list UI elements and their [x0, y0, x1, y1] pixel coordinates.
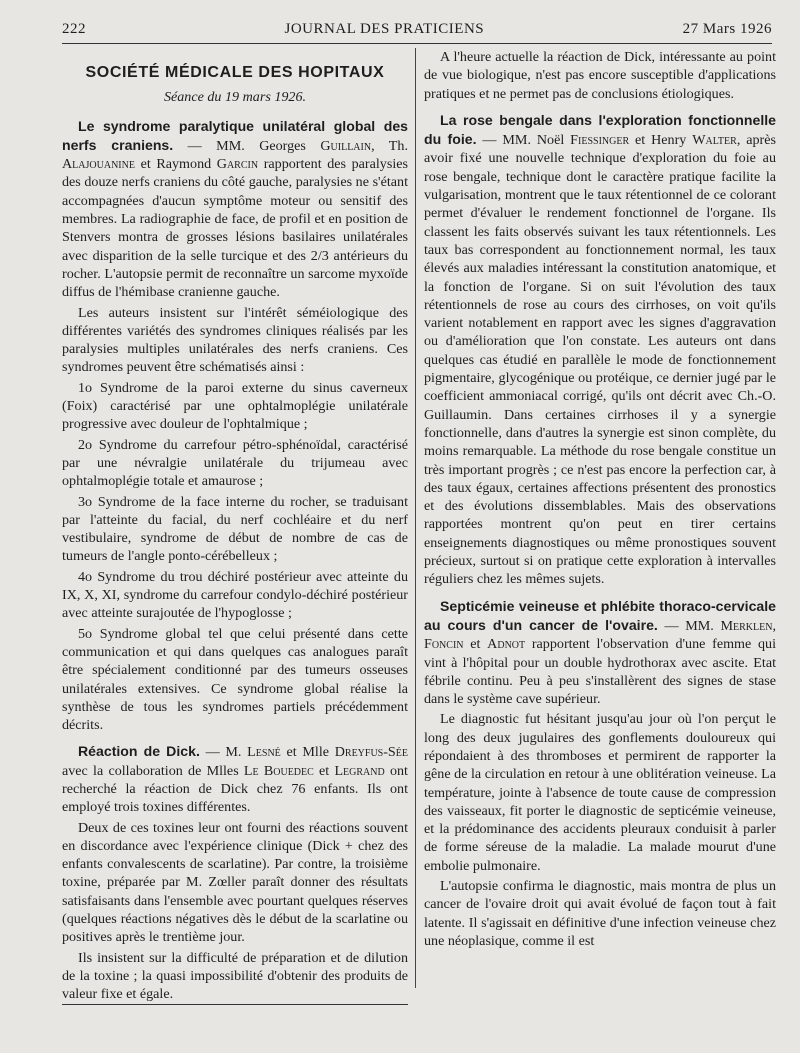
author-name: Walter: [692, 132, 737, 149]
paragraph: L'autopsie confirma le diagnostic, mais montra de plus un cancer de l'ovaire droit qui avait évolué de façon tout à fait latente. Il s'agissait en définitive d'une infection veineuse chez une néoplasique, comme il est: [424, 878, 776, 949]
author-name: Alajouanine: [62, 156, 135, 173]
author-name: Guillain: [320, 137, 372, 154]
issue-date: 27 Mars 1926: [682, 20, 772, 37]
syndrome-item: 1o Syndrome de la paroi externe du sinus caverneux (Foix) caractérisé par une ophtalmoplégie unilatérale progressive avec douleur de l'ophtalmique ;: [62, 379, 408, 433]
article-syndrome-intro: Le syndrome paralytique unilatéral global des nerfs craniens. — MM. Georges Guillain, Th. Alajouanine et Raymond Garcin rapportent des paralysies des douze nerfs craniens du côté gauche, paralysies ne s'étant accompagnées d'aucun symptôme moteur ou sensitif des membres. La radiographie de face, de profil et en position de Stenvers montra de grosses lésions basilaires unilatérales avec disparition de la selle turcique et des 2/3 antérieurs du rocher. L'autopsie permit de reconnaître un sarcome myxoïde diffus de l'hémibase cranienne gauche.: [62, 117, 408, 301]
syndrome-item: 3o Syndrome de la face interne du rocher, se traduisant par l'atteinte du facial, du nerf cochléaire et du nerf vestibulaire, syndrome de début de nombre de cas de tumeurs de l'angle ponto-cérébelleux ;: [62, 493, 408, 565]
journal-title: JOURNAL DES PRATICIENS: [284, 20, 485, 37]
article-title: Septicémie veineuse et phlébite thoraco-cervicale au cours d'un cancer de l'ovaire.: [424, 597, 776, 633]
author-name: Legrand: [334, 762, 385, 779]
paragraph: Le diagnostic fut hésitant jusqu'au jour où l'on perçut le long des deux jugulaires des gonflements douloureux qui répondaient à des thromboses et permirent de rapporter la gêne de la circulation en retour à une oblitération veineuse. La température, jointe à l'absence de toute cause de compression des vaisseaux, fit porter le diagnostic de septicémie veineuse, et la prédominance des accidents pleuraux conduisit à parler de forme séreuse de la maladie. La malade mourut d'une embolie pulmonaire.: [424, 711, 776, 874]
article-title: Réaction de Dick.: [78, 743, 200, 760]
author-name: Adnot: [487, 636, 526, 653]
syndrome-item: 5o Syndrome global tel que celui présenté dans cette communication et qui dans quelques cas analogues paraît être spécialement conditionné par des tumeurs osseuses unilatérales extensives. Ce syndrome global réalise la synthèse de tous les syndromes partiels précédemment décrits.: [62, 625, 408, 734]
paragraph: Deux de ces toxines leur ont fourni des réactions souvent en discordance avec l'expérience clinique (Dick + chez des enfants convalescents de scarlatine). Par contre, la troisième toxine, préparée par M. Zœller paraît donner des résultats satisfaisants dans l'ensemble avec pourtant quelques réserves (quelques réactions négatives dès le début de la scarlatine ou positives après le trentième jour.: [62, 819, 408, 946]
article-septicemie: Septicémie veineuse et phlébite thoraco-cervicale au cours d'un cancer de l'ovaire. — MM. Merklen, Foncin et Adnot rapportent l'observation d'une femme qui vint à l'hôpital pour un double hydrothorax avec ascite. Etat fébrile continu. Peu à peu s'installèrent des signes de stase dans le système cave supérieur.: [424, 597, 776, 708]
session-date: Séance du 19 mars 1926.: [163, 89, 307, 106]
author-name: Foncin: [424, 636, 464, 653]
author-name: Garcin: [216, 156, 259, 173]
article-title: La rose bengale dans l'exploration fonctionnelle du foie.: [424, 111, 776, 148]
author-name: Lesné: [247, 744, 281, 761]
page-header: [62, 18, 772, 40]
page-number: 222: [62, 20, 86, 37]
syndrome-item: 2o Syndrome du carrefour pétro-sphénoïdal, caractérisé par une névralgie unilatérale du trijumeau avec ophtalmoplégie totale et amaurose ;: [62, 436, 408, 490]
author-name: Merklen: [720, 617, 773, 634]
article-rose-bengale: La rose bengale dans l'exploration fonctionnelle du foie. — MM. Noël Fiessinger et Henry Walter, après avoir fixé une nouvelle technique d'exploration du foie au rose bengale, technique dont le caractère pratique facilite la vulgarisation, montrent que le taux rétentionnel de ce colorant permet d'évaluer le rendement fonctionnel de l'organe. Ils classent les faits observés suivant les taux rétentionnels. Les taux bas correspondent au fonctionnement normal, les taux élevés aux maladies intéressant la constitution anatomique, et la fonction de l'organe. Si on suit l'évolution des taux rétentionnels de rose au cours des cirrhoses, on voit qu'ils varient notablement en rapport avec les signes d'aggravation ou d'amélioration que l'on constate. Les auteurs ont dans quelques cas étudié en parallèle le mode de fonctionnement pigmentaire, glycogénique ou protéique, ce dernier jugé par le coefficient ammoniacal corrigé, qu'ils ont décrit avec Ch.-O. Guillaumin. Dans certaines cirrhoses il y a synergie fonctionnelle, dans d'autres la synergie est sinon complète, du moins remarquable. La méthode du rose bengale constitue un très important progrès ; ce n'est pas encore la perfection car, à des taux égaux, certaines affections présentent des pronostics et des évolutions dissemblables. Mais des observations rapportées montrent qu'on peut en tirer certains enseignements diagnostiques ou même pronostiques souvent précieux, surtout si on pratique cette exploration à intervalles réguliers chez les mêmes sujets.: [424, 111, 776, 588]
column-divider: [415, 48, 416, 988]
article-title: Le syndrome paralytique unilatéral global des nerfs craniens.: [62, 117, 408, 153]
article-dick-intro: Réaction de Dick. — M. Lesné et Mlle Dreyfus-Sée avec la collaboration de Mlles Le Bouedec et Legrand ont recherché la réaction de Dick chez 76 enfants. Ils ont employé trois toxines différentes.: [62, 743, 408, 816]
paragraph: Ils insistent sur la difficulté de préparation et de dilution de la toxine ; la quasi impossibilité d'obtenir des produits de valeur fixe et égale.: [62, 949, 408, 1005]
syndrome-item: 4o Syndrome du trou déchiré postérieur avec atteinte du IX, X, XI, syndrome du carrefour condylo-déchiré postérieur avec atteinte surajoutée de l'hypoglosse ;: [62, 568, 408, 622]
paragraph: Les auteurs insistent sur l'intérêt séméiologique des différentes variétés des syndromes cliniques réalisés par les paralysies multiples unilatérales des nerfs craniens. Ces syndromes peuvent être schématisés ainsi :: [62, 304, 408, 376]
author-name: Le Bouedec: [243, 762, 314, 779]
society-title: SOCIÉTÉ MÉDICALE DES HOPITAUX: [85, 64, 385, 81]
left-column: [62, 48, 408, 1038]
author-name: Fiessinger: [570, 132, 630, 149]
author-name: Dreyfus-Sée: [334, 744, 408, 761]
header-rule: [62, 43, 772, 44]
paragraph: A l'heure actuelle la réaction de Dick, intéressante au point de vue biologique, n'est pas encore susceptible d'applications pratiques et ne permet pas de conclusions étiologiques.: [424, 49, 776, 102]
right-column: [424, 48, 776, 1038]
